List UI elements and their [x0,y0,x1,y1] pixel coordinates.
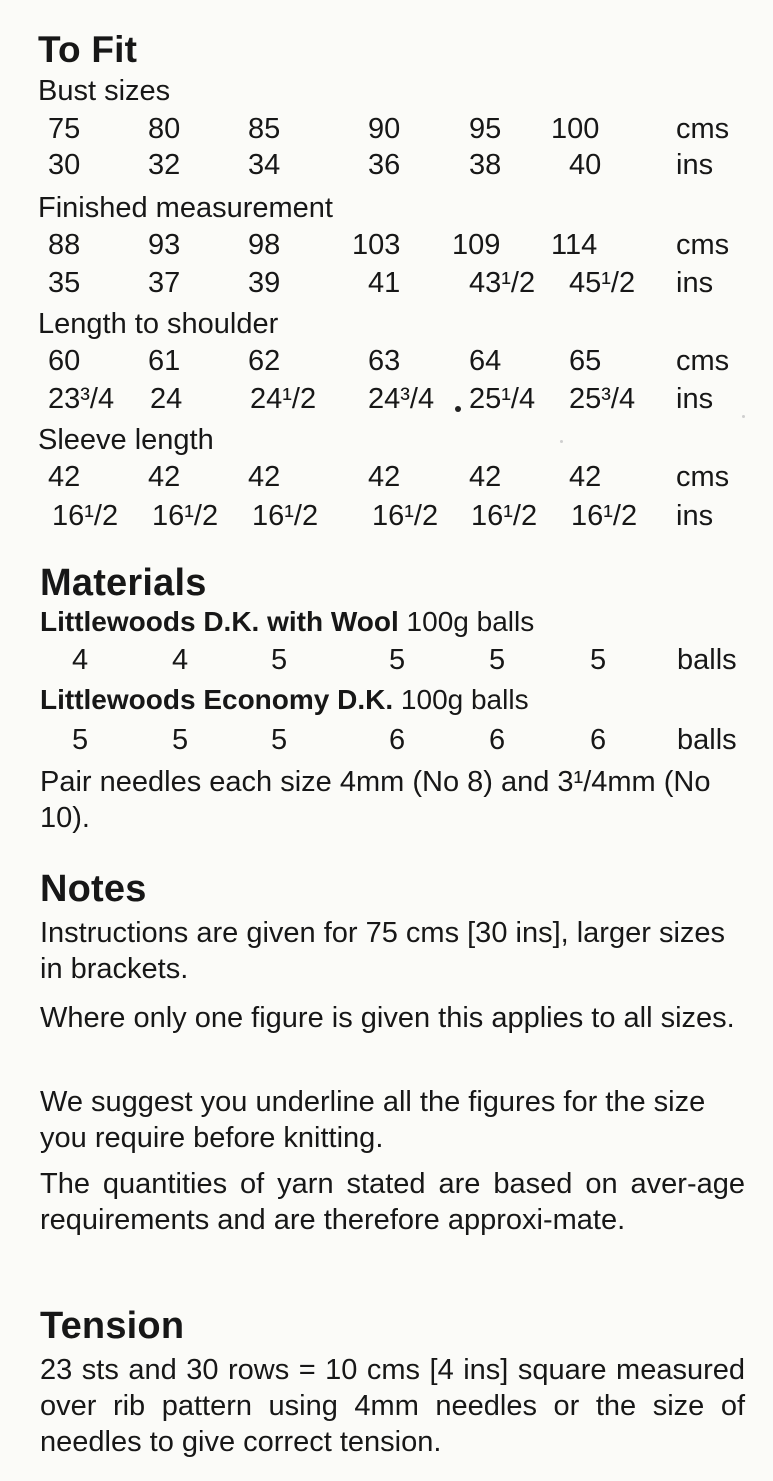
table-cell: 5 [590,644,607,676]
print-dot-mark [455,406,461,412]
table-cell: 45¹/2 [569,267,636,299]
table-cell: 38 [469,149,502,181]
table-cell: 43¹/2 [469,267,536,299]
table-cell: 6 [590,724,607,756]
table-cell: 16¹/2 [471,500,538,532]
yarn1-name: Littlewoods D.K. with Wool [40,606,399,637]
table-cell: 16¹/2 [152,500,219,532]
table-cell: 30 [48,149,81,181]
unit-label: ins [676,149,714,181]
unit-label: cms [676,461,730,493]
table-cell: 65 [569,345,602,377]
table-cell: 35 [48,267,81,299]
unit-label: cms [676,345,730,377]
table-cell: 42 [569,461,602,493]
table-cell: 25³/4 [569,383,636,415]
unit-label: balls [677,644,737,676]
paper-speck [742,415,745,418]
table-cell: 25¹/4 [469,383,536,415]
tension-heading: Tension [40,1305,185,1347]
table-cell: 85 [248,113,281,145]
unit-label: ins [676,383,714,415]
table-cell: 95 [469,113,502,145]
yarn2-name: Littlewoods Economy D.K. [40,684,394,715]
table-cell: 40 [569,149,602,181]
table-cell: 5 [389,644,406,676]
table-cell: 37 [148,267,181,299]
table-cell: 42 [248,461,281,493]
table-cell: 4 [172,644,189,676]
sleeve-length-label: Sleeve length [38,424,214,456]
table-cell: 42 [469,461,502,493]
table-cell: 24¹/2 [250,383,317,415]
table-cell: 103 [352,229,401,261]
finished-measurement-label: Finished measurement [38,192,333,224]
table-cell: 6 [389,724,406,756]
table-cell: 42 [148,461,181,493]
tension-text: 23 sts and 30 rows = 10 cms [4 ins] square measured over rib pattern using 4mm needles or the size of needles to give correct tension. [40,1354,745,1458]
table-cell: 23³/4 [48,383,115,415]
table-cell: 16¹/2 [372,500,439,532]
table-cell: 16¹/2 [52,500,119,532]
unit-label: ins [676,267,714,299]
table-cell: 42 [48,461,81,493]
table-cell: 32 [148,149,181,181]
table-cell: 5 [489,644,506,676]
table-cell: 16¹/2 [252,500,319,532]
table-cell: 41 [368,267,401,299]
unit-label: balls [677,724,737,756]
notes-paragraph: The quantities of yarn stated are based on aver-age requirements and are therefore approxi-mate. [40,1168,745,1236]
materials-heading: Materials [40,562,207,604]
notes-heading: Notes [40,868,147,910]
notes-paragraph: Where only one figure is given this applies to all sizes. [40,1002,735,1034]
unit-label: cms [676,113,730,145]
table-cell: 90 [368,113,401,145]
table-cell: 109 [452,229,501,261]
table-cell: 98 [248,229,281,261]
unit-label: cms [676,229,730,261]
notes-paragraph: We suggest you underline all the figures for the size you require before knitting. [40,1086,706,1154]
table-cell: 5 [172,724,189,756]
notes-paragraph: Instructions are given for 75 cms [30 ins], larger sizes in brackets. [40,917,726,985]
table-cell: 60 [48,345,81,377]
table-cell: 5 [72,724,89,756]
yarn2-desc: 100g balls [393,684,529,715]
bust-sizes-label: Bust sizes [38,75,171,107]
table-cell: 61 [148,345,181,377]
table-cell: 114 [551,229,598,261]
table-cell: 39 [248,267,281,299]
needles-text: Pair needles each size 4mm (No 8) and 3¹/4mm (No 10). [40,766,711,834]
yarn2-line [40,684,529,716]
table-cell: 93 [148,229,181,261]
table-cell: 6 [489,724,506,756]
table-cell: 64 [469,345,502,377]
table-cell: 75 [48,113,81,145]
table-cell: 5 [271,644,288,676]
table-cell: 34 [248,149,281,181]
table-cell: 42 [368,461,401,493]
to-fit-heading: To Fit [38,29,138,70]
yarn1-desc: 100g balls [398,606,535,637]
table-cell: 5 [271,724,288,756]
table-cell: 80 [148,113,181,145]
table-cell: 63 [368,345,401,377]
table-cell: 16¹/2 [571,500,638,532]
table-cell: 4 [72,644,89,676]
table-cell: 36 [368,149,401,181]
length-to-shoulder-label: Length to shoulder [38,308,279,340]
table-cell: 100 [551,113,600,145]
table-cell: 24³/4 [368,383,435,415]
table-cell: 88 [48,229,81,261]
paper-speck [560,440,563,443]
table-cell: 24 [150,383,183,415]
yarn1-line [40,606,534,638]
table-cell: 62 [248,345,281,377]
unit-label: ins [676,500,714,532]
